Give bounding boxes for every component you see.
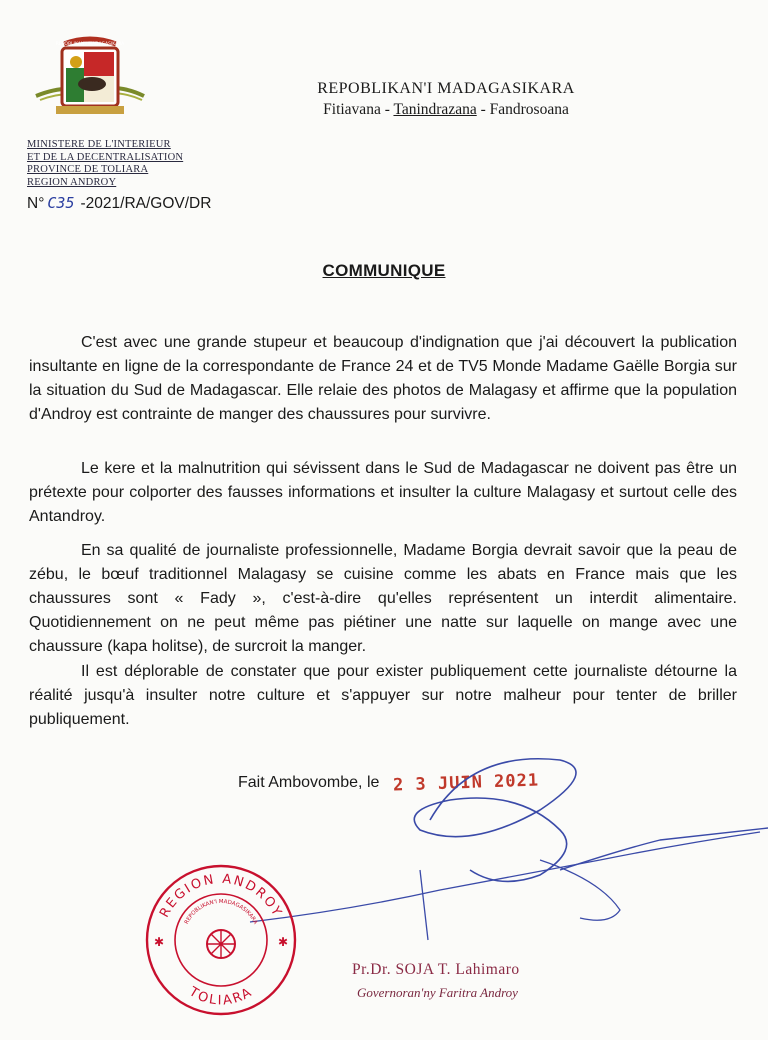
ministry-line-3: PROVINCE DE TOLIARA: [27, 164, 149, 175]
reference-handwritten-number: C35: [47, 194, 75, 212]
coat-motto-text: REPOBLIKAN'I MADAGASIKARA: [55, 42, 125, 47]
ministry-line-2: ET DE LA DECENTRALISATION: [27, 151, 184, 163]
ministry-line-4: REGION ANDROY: [27, 176, 117, 188]
official-stamp: [140, 860, 302, 1020]
document-title: COMMUNIQUE: [322, 261, 446, 280]
stamp-top-text: REGION ANDROY: [157, 871, 285, 921]
paragraph-1: [29, 331, 737, 427]
signatory-role: Governoran'ny Faritra Androy: [357, 985, 518, 1000]
paragraph-text: Le kere et la malnutrition qui sévissent dans le Sud de Madagascar ne doivent pas être un prétexte pour colporter des fausses informations et insulter la culture Malagasy et surtout celle des Antandroy.: [29, 460, 737, 525]
signatory-name: Pr.Dr. SOJA T. Lahimaro: [352, 961, 520, 978]
paragraph-3: [29, 539, 737, 659]
paragraph-text: C'est avec une grande stupeur et beaucoup d'indignation que j'ai découvert la publication insultante en ligne de la correspondante de France 24 et de TV5 Monde Madame Gaëlle Borgia sur la situation du Sud de Madagascar. Elle relaie des photos de Malagasy et affirme que la population d'Androy est contrainte de manger des chaussures pour survivre.: [29, 334, 737, 423]
stamp-star-right-icon: ✱: [278, 935, 289, 949]
date-stamp: 2 3 JUIN 2021: [393, 770, 540, 796]
republic-name: REPOBLIKAN'I MADAGASIKARA: [317, 80, 575, 97]
stamp-inner-text: REPOBLIKAN'I MADAGASIKARA: [183, 898, 259, 926]
paragraph-2: [29, 457, 737, 529]
motto-part-1: Fitiavana -: [323, 101, 394, 118]
motto-part-2: Tanindrazana: [393, 101, 477, 118]
ministry-block: [27, 139, 183, 189]
reference-suffix: -2021/RA/GOV/DR: [80, 195, 212, 212]
republic-header: [296, 80, 596, 119]
stamp-bottom-text: TOLIARA: [186, 984, 256, 1009]
paragraph-text: En sa qualité de journaliste professionnelle, Madame Borgia devrait savoir que la peau de zébu, le bœuf traditionnel Malagasy se cuisine comme les abats en France mais que les chaussures sont « Fady », c'est-à-dire qu'elles représentent un interdit alimentaire. Quotidiennement on ne peut même pas piétiner une natte sur laquelle on mange avec une chaussure (kapa holitse), de surcroit la manger.: [29, 542, 737, 655]
handwritten-signature: [0, 740, 768, 960]
paragraph-4: [29, 660, 737, 732]
paragraph-text: Il est déplorable de constater que pour exister publiquement cette journaliste détourne la réalité jusqu'à insulter notre culture et s'appuyer sur notre malheur pour tenter de briller publiquement.: [29, 663, 737, 728]
motto-part-3: - Fandrosoana: [476, 101, 569, 118]
ministry-line-1: MINISTERE DE L'INTERIEUR: [27, 139, 171, 150]
reference-number: [27, 194, 211, 213]
place-text: Fait Ambovombe, le: [238, 774, 380, 791]
stamp-star-left-icon: ✱: [154, 935, 165, 949]
reference-prefix: N°: [27, 195, 45, 212]
coat-of-arms-emblem: [26, 34, 154, 120]
national-motto: [296, 101, 596, 119]
